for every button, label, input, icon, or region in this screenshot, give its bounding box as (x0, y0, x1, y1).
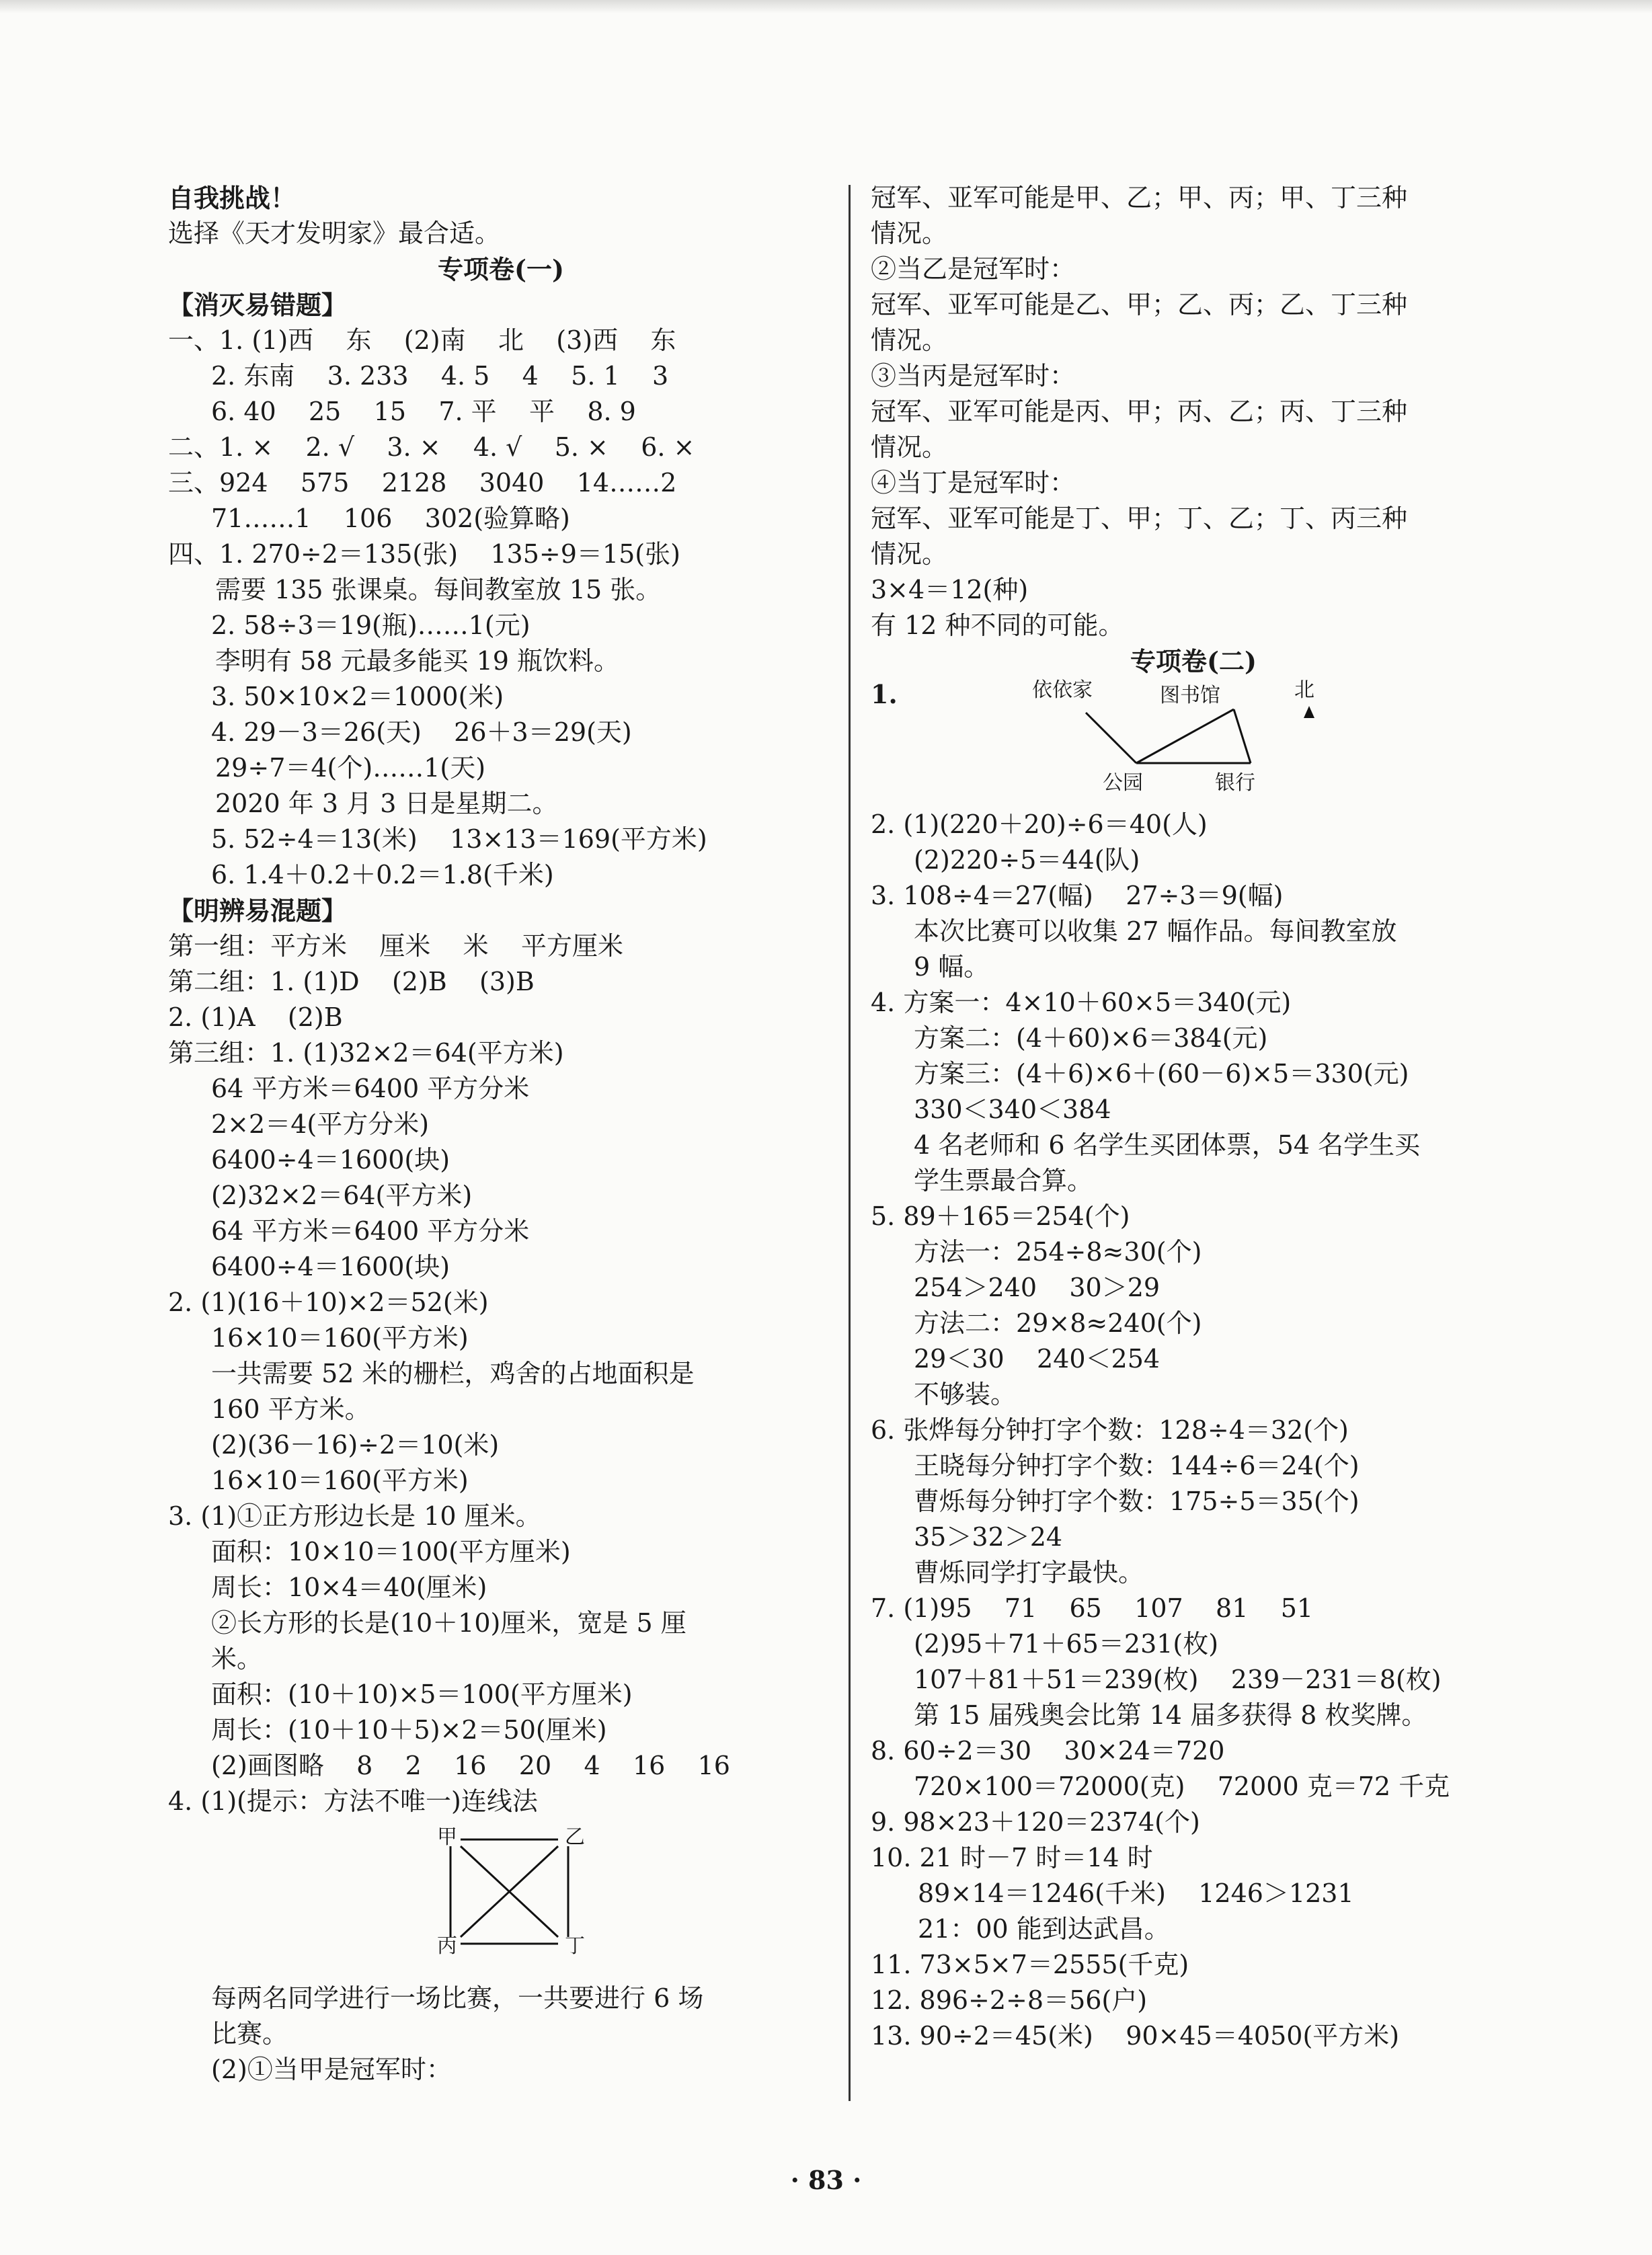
answer-line: 4 名老师和 6 名学生买团体票，54 名学生买 (914, 1130, 1421, 1160)
answer-line: 冠军、亚军可能是丁、甲；丁、乙；丁、丙三种 (871, 504, 1408, 533)
answer-line: 2. (1)(16＋10)×2＝52(米) (168, 1288, 489, 1317)
answer-line: 254＞240 30＞29 (914, 1273, 1161, 1302)
map-label-bank: 银行 (1215, 771, 1255, 795)
answer-line: 【消灭易错题】 (168, 290, 348, 320)
answer-line: 学生票最合算。 (914, 1166, 1093, 1195)
answer-line: 89×14＝1246(千米) 1246＞1231 (918, 1878, 1354, 1908)
answer-line: 第 15 届残奥会比第 14 届多获得 8 枚奖牌。 (914, 1700, 1427, 1730)
match-diagram (168, 1819, 834, 1967)
answer-line: 米。 (211, 1644, 263, 1673)
answer-line: 4. (1)(提示：方法不唯一)连线法 (168, 1786, 538, 1816)
label-yi: 乙 (565, 1825, 585, 1849)
answer-line: 方案二：(4＋60)×6＝384(元) (914, 1023, 1268, 1053)
answer-line: (2)画图略 8 2 16 20 4 16 16 (211, 1751, 730, 1780)
right-column (871, 180, 1516, 2054)
answer-line: 李明有 58 元最多能买 19 瓶饮料。 (215, 646, 620, 676)
answer-line: 四、1. 270÷2＝135(张) 135÷9＝15(张) (168, 539, 680, 569)
answer-line: 王晓每分钟打字个数：144÷6＝24(个) (914, 1451, 1360, 1480)
answer-line: 第三组：1. (1)32×2＝64(平方米) (168, 1038, 564, 1068)
answer-line: (2)①当甲是冠军时： (211, 2055, 452, 2084)
answer-line: 一、1. (1)西 东 (2)南 北 (3)西 东 (168, 325, 676, 355)
answer-line: 330＜340＜384 (914, 1095, 1111, 1124)
answer-line: 6. 1.4＋0.2＋0.2＝1.8(千米) (211, 860, 554, 889)
answer-line: 曹烁每分钟打字个数：175÷5＝35(个) (914, 1487, 1360, 1516)
answer-line: (2)220÷5＝44(队) (914, 845, 1140, 875)
answer-line: 冠军、亚军可能是甲、乙；甲、丙；甲、丁三种 (871, 183, 1408, 212)
answer-line: 【明辨易混题】 (168, 896, 348, 926)
answer-line: 第一组：平方米 厘米 米 平方厘米 (168, 931, 623, 961)
answer-line: 专项卷(二) (1130, 646, 1257, 676)
answer-line: 2×2＝4(平方分米) (211, 1109, 430, 1139)
answer-line: 10. 21 时－7 时＝14 时 (871, 1843, 1153, 1872)
answer-line: 本次比赛可以收集 27 幅作品。每间教室放 (914, 916, 1397, 946)
answer-line: 曹烁同学打字最快。 (914, 1558, 1144, 1587)
answer-line: 6. 张烨每分钟打字个数：128÷4＝32(个) (871, 1415, 1349, 1445)
answer-line: (2)32×2＝64(平方米) (211, 1181, 473, 1210)
answer-line: 9 幅。 (914, 952, 990, 982)
answer-line: 5. 52÷4＝13(米) 13×13＝169(平方米) (211, 824, 707, 854)
answer-line: 7. (1)95 71 65 107 81 51 (871, 1593, 1314, 1623)
answer-line: 冠军、亚军可能是丙、甲；丙、乙；丙、丁三种 (871, 397, 1408, 426)
answer-line: 方法二：29×8≈240(个) (914, 1308, 1202, 1338)
answer-line: 面积：(10＋10)×5＝100(平方厘米) (211, 1679, 633, 1709)
answer-line: ②长方形的长是(10＋10)厘米，宽是 5 厘 (211, 1608, 686, 1638)
answer-line: 11. 73×5×7＝2555(千克) (871, 1950, 1189, 1979)
answer-line: 2. (1)(220＋20)÷6＝40(人) (871, 809, 1208, 839)
map-label-library: 图书馆 (1160, 684, 1220, 707)
answer-line: 16×10＝160(平方米) (211, 1323, 469, 1353)
answer-line: 二、1. × 2. √ 3. × 4. √ 5. × 6. × (168, 432, 695, 462)
answer-line: 3×4＝12(种) (871, 575, 1029, 604)
answer-line: ②当乙是冠军时： (871, 254, 1076, 284)
answer-line: 64 平方米＝6400 平方分米 (211, 1216, 530, 1246)
map-label-home: 依依家 (1032, 678, 1093, 702)
right-answer-lines-after (871, 807, 1516, 2054)
left-answer-lines (168, 180, 834, 1819)
answer-line: 第二组：1. (1)D (2)B (3)B (168, 967, 535, 996)
answer-line: 9. 98×23＋120＝2374(个) (871, 1807, 1200, 1837)
answer-line: 冠军、亚军可能是乙、甲；乙、丙；乙、丁三种 (871, 290, 1408, 319)
answer-line: 方法一：254÷8≈30(个) (914, 1237, 1202, 1267)
answer-line: 三、924 575 2128 3040 14……2 (168, 468, 677, 498)
answer-line: 每两名同学进行一场比赛，一共要进行 6 场 (211, 1983, 704, 2013)
answer-line: 一共需要 52 米的栅栏，鸡舍的占地面积是 (211, 1359, 695, 1388)
answer-line: ④当丁是冠军时： (871, 468, 1076, 498)
scan-top-edge (0, 0, 1652, 13)
answer-line: (2)(36－16)÷2＝10(米) (211, 1430, 500, 1460)
answer-line: 情况。 (871, 219, 948, 248)
answer-line: 方案三：(4＋6)×6＋(60－6)×5＝330(元) (914, 1059, 1409, 1089)
answer-line: ③当丙是冠军时： (871, 361, 1076, 391)
answer-line: 情况。 (871, 432, 948, 462)
left-column (168, 180, 834, 2088)
right-answer-lines (871, 180, 1516, 679)
answer-line: 71……1 106 302(验算略) (211, 504, 570, 533)
answer-line: 6400÷4＝1600(块) (211, 1145, 450, 1175)
answer-line: 6. 40 25 15 7. 平 平 8. 9 (211, 397, 636, 426)
answer-line: 16×10＝160(平方米) (211, 1466, 469, 1495)
answer-line: 需要 135 张课桌。每间教室放 15 张。 (215, 575, 662, 604)
answer-line: 选择《天才发明家》最合适。 (168, 219, 501, 248)
answer-line: 情况。 (871, 325, 948, 355)
answer-line: 周长：10×4＝40(厘米) (211, 1573, 487, 1602)
answer-line: 3. (1)①正方形边长是 10 厘米。 (168, 1501, 541, 1531)
answer-line: 12. 896÷2÷8＝56(户) (871, 1985, 1148, 2015)
answer-line: 2. 58÷3＝19(瓶)……1(元) (211, 610, 530, 640)
answer-line: 720×100＝72000(克) 72000 克＝72 千克 (914, 1772, 1450, 1801)
answer-line: 29÷7＝4(个)……1(天) (215, 753, 486, 783)
match-diagram-lines (168, 1819, 834, 1967)
answer-line: 3. 108÷4＝27(幅) 27÷3＝9(幅) (871, 881, 1284, 910)
answer-line: 13. 90÷2＝45(米) 90×45＝4050(平方米) (871, 2021, 1400, 2051)
answer-line: 自我挑战！ (168, 183, 297, 213)
answer-line: 29＜30 240＜254 (914, 1344, 1161, 1374)
label-ding: 丁 (565, 1934, 585, 1958)
page-number: · 83 · (790, 2165, 862, 2195)
answer-line: 4. 方案一：4×10＋60×5＝340(元) (871, 988, 1292, 1017)
answer-line: 3. 50×10×2＝1000(米) (211, 682, 504, 711)
answer-line: 比赛。 (211, 2019, 288, 2049)
answer-line: 160 平方米。 (211, 1394, 370, 1424)
label-bing: 丙 (437, 1934, 457, 1958)
map-label-park: 公园 (1103, 771, 1143, 795)
answer-line: 不够装。 (914, 1380, 1017, 1409)
answer-line: 2020 年 3 月 3 日是星期二。 (215, 789, 558, 818)
left-answer-lines-after (168, 1981, 834, 2088)
answer-line: 有 12 种不同的可能。 (871, 610, 1124, 640)
column-divider (849, 185, 851, 2101)
answer-line: 8. 60÷2＝30 30×24＝720 (871, 1736, 1225, 1766)
answer-line: 2. 东南 3. 233 4. 5 4 5. 1 3 (211, 361, 669, 391)
answer-line: 专项卷(一) (438, 254, 564, 284)
answer-line: (2)95＋71＋65＝231(枚) (914, 1629, 1219, 1659)
answer-line: 周长：(10＋10＋5)×2＝50(厘米) (211, 1715, 607, 1745)
map-item-number: 1. (871, 679, 898, 709)
answer-line: 107＋81＋51＝239(枚) 239－231＝8(枚) (914, 1665, 1442, 1694)
answer-line: 4. 29－3＝26(天) 26＋3＝29(天) (211, 717, 632, 747)
answer-line: 5. 89＋165＝254(个) (871, 1201, 1130, 1231)
answer-line: 64 平方米＝6400 平方分米 (211, 1074, 530, 1103)
map-label-north: 北 (1294, 678, 1314, 702)
answer-line: 2. (1)A (2)B (168, 1002, 343, 1032)
answer-line: 6400÷4＝1600(块) (211, 1252, 450, 1281)
answer-line: 35＞32＞24 (914, 1522, 1063, 1552)
answer-line: 情况。 (871, 539, 948, 569)
answer-line: 面积：10×10＝100(平方厘米) (211, 1537, 571, 1567)
label-jia: 甲 (437, 1825, 457, 1849)
answer-line: 21：00 能到达武昌。 (918, 1914, 1170, 1944)
route-map (871, 679, 1516, 807)
